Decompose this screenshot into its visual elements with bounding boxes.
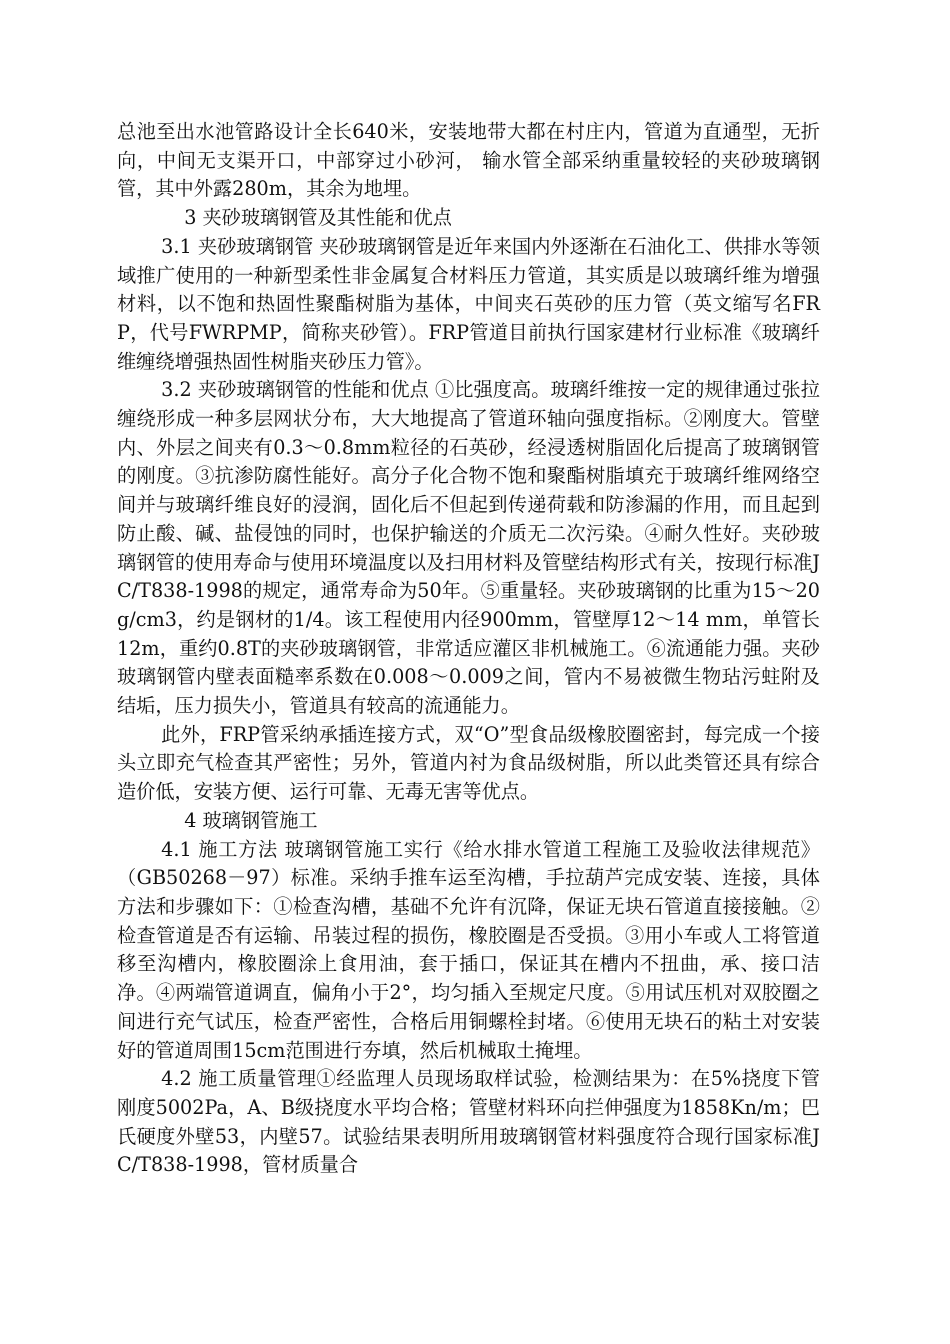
paragraph-pipeline-overview: 总池至出水池管路设计全长640米，安装地带大都在村庄内，管道为直通型，无折向，中间无支渠开口，中部穿过小砂河， 输水管全部采纳重量较轻的夹砂玻璃钢管，其中外露280m，其余为地埋。 — [117, 120, 820, 201]
section-heading-3: 3 夹砂玻璃钢管及其性能和优点 — [184, 206, 452, 230]
paragraph-3-1: 3.1 夹砂玻璃钢管 夹砂玻璃钢管是近年来国内外逐渐在石油化工、供排水等领域推广使用的一种新型柔性非金属复合材料压力管道，其实质是以玻璃纤维为增强材料，以不饱和热固性聚酯树脂为基体，中间夹石英砂的压力管（英文缩写名FRP，代号FWRPMP，简称夹砂管）。FRP管道目前执行国家建材行业标准《玻璃纤维缠绕增强热固性树脂夹砂压力管》。 — [117, 234, 820, 373]
paragraph-3-2: 3.2 夹砂玻璃钢管的性能和优点 ①比强度高。玻璃纤维按一定的规律通过张拉缠绕形成一种多层网状分布，大大地提高了管道环轴向强度指标。②刚度大。管壁内、外层之间夹有0.3～0.8mm粒径的石英砂，经浸透树脂固化后提高了玻璃钢管的刚度。③抗渗防腐性能好。高分子化合物不饱和聚酯树脂填充于玻璃纤维网络空间并与玻璃纤维良好的浸润，固化后不但起到传递荷载和防渗漏的作用，而且起到防止酸、碱、盐侵蚀的同时，也保护输送的介质无二次污染。④耐久性好。夹砂玻璃钢管的使用寿命与使用环境温度以及扫用材料及管壁结构形式有关，按现行标准JC/T838-1998的规定，通常寿命为50年。⑤重量轻。夹砂玻璃钢的比重为15～20g/cm3，约是钢材的1/4。该工程使用内径900mm，管壁厚12～14 mm，单管长12m，重约0.8T的夹砂玻璃钢管，非常适应灌区非机械施工。⑥流通能力强。夹砂玻璃钢管内壁表面糙率系数在0.008～0.009之间，管内不易被微生物玷污蛀附及结垢，压力损失小，管道具有较高的流通能力。 — [117, 378, 820, 718]
paragraph-4-2: 4.2 施工质量管理①经监理人员现场取样试验，检测结果为：在5%挠度下管刚度5002Pa，A、B级挠度水平均合格；管壁材料环向拦伸强度为1858Kn/m；巴氏硬度外壁53，内壁57。试验结果表明所用玻璃钢管材料强度符合现行国家标准JC/T838-1998，管材质量合 — [117, 1067, 820, 1177]
paragraph-4-1: 4.1 施工方法 玻璃钢管施工实行《给水排水管道工程施工及验收法律规范》（GB50268－97）标准。采纳手推车运至沟槽，手拉葫芦完成安装、连接，具体方法和步骤如下：①检查沟槽，基础不允许有沉降，保证无块石管道直接接触。②检查管道是否有运输、吊装过程的损伤，橡胶圈是否受损。③用小车或人工将管道移至沟槽内，橡胶圈涂上食用油，套于插口，保证其在槽内不扭曲，承、接口洁净。④两端管道调直，偏角小于2°，均匀插入至规定尺度。⑤用试压机对双胶圈之间进行充气试压，检查严密性，合格后用铜螺栓封堵。⑥使用无块石的粘土对安装好的管道周围15cm范围进行夯填，然后机械取土掩埋。 — [117, 837, 820, 1062]
document-page — [117, 118, 820, 1180]
section-heading-4: 4 玻璃钢管施工 — [184, 808, 318, 832]
paragraph-frp-connection: 此外，FRP管采纳承插连接方式，双“O”型食品级橡胶圈密封，每完成一个接头立即充气检查其严密性；另外，管道内衬为食品级树脂，所以此类管还具有综合造价低，安装方便、运行可靠、无毒无害等优点。 — [117, 722, 820, 804]
